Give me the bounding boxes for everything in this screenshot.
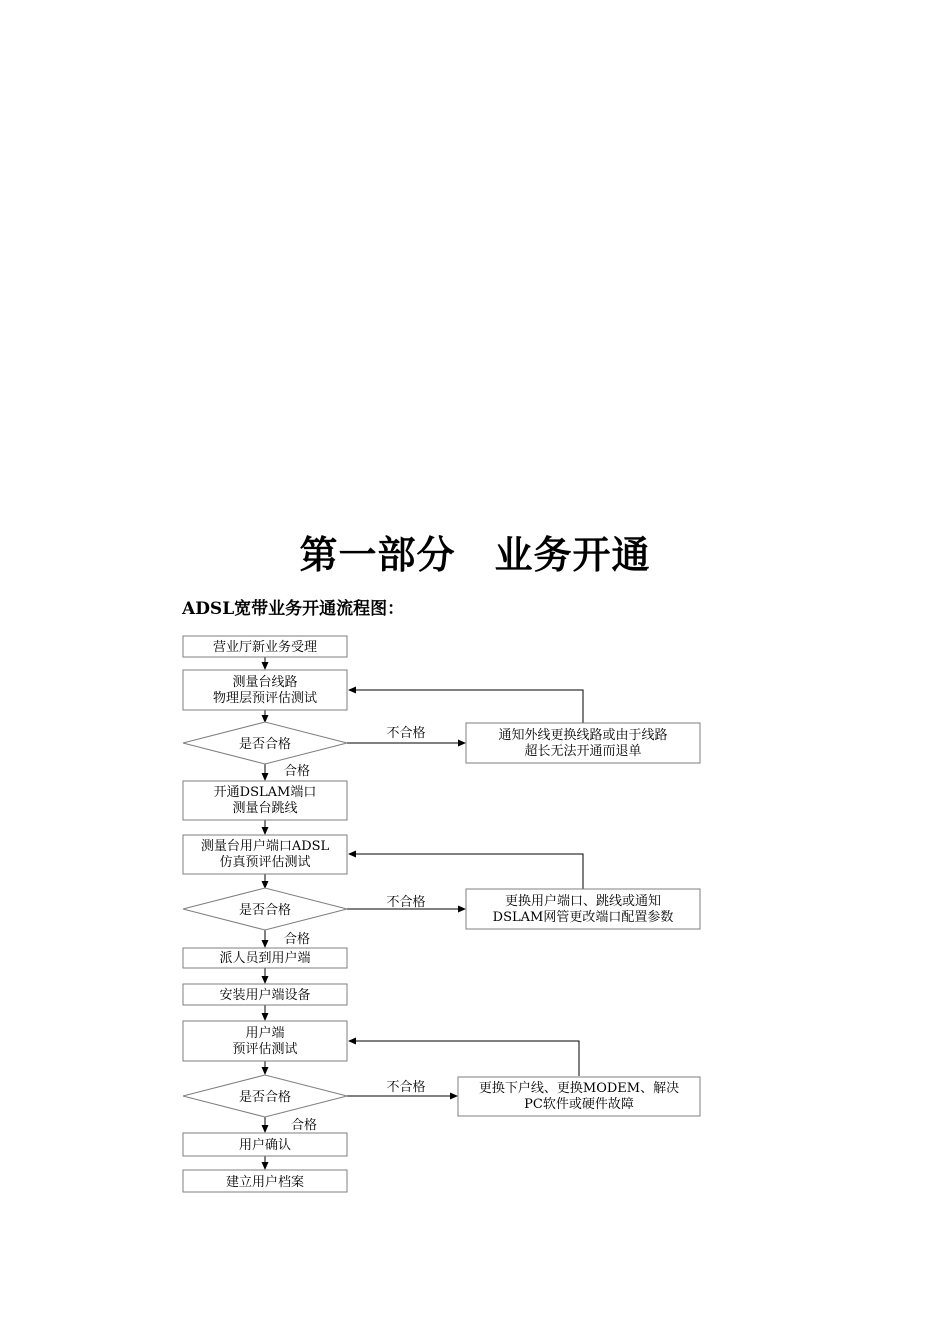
node-confirm-label: 用户确认 (238, 1138, 292, 1153)
node-fix2-line2: DSLAM网管更改端口配置参数 (492, 910, 674, 925)
decision-1-label: 是否合格 (238, 737, 292, 752)
node-test2-line2: 仿真预评估测试 (219, 855, 311, 870)
decision-1 (183, 722, 347, 764)
node-test3-line1: 用户端 (245, 1026, 285, 1041)
node-test1-line2: 物理层预评估测试 (212, 691, 318, 706)
node-fix1-line2: 超长无法开通而退单 (524, 744, 642, 759)
node-dispatch (183, 948, 347, 968)
node-test1-line1: 测量台线路 (232, 675, 298, 690)
edge-label-fail-2: 不合格 (386, 895, 426, 910)
node-install-label: 安装用户端设备 (219, 988, 311, 1003)
edge-label-fail-3: 不合格 (386, 1080, 426, 1095)
node-install (183, 984, 347, 1005)
edge-label-pass-1: 合格 (283, 764, 311, 779)
node-open-line1: 开通DSLAM端口 (213, 785, 317, 800)
node-test2-line1: 测量台用户端口ADSL (200, 839, 330, 854)
flowchart-title: ADSL宽带业务开通流程图： (182, 599, 405, 619)
edge-label-fail-1: 不合格 (386, 726, 426, 741)
node-fix1-line1: 通知外线更换线路或由于线路 (498, 728, 668, 743)
edge-fix3-test3 (349, 1041, 579, 1076)
decision-3 (183, 1075, 347, 1117)
edge-fix2-test2 (349, 854, 583, 889)
node-test1 (183, 670, 347, 710)
decision-3-label: 是否合格 (238, 1090, 292, 1105)
node-fix2-line1: 更换用户端口、跳线或通知 (504, 894, 662, 909)
node-open (183, 781, 347, 820)
node-confirm (183, 1133, 347, 1156)
node-fix1 (466, 723, 700, 763)
node-accept (183, 636, 347, 657)
part-title: 第一部分 业务开通 (299, 533, 651, 577)
node-test2 (183, 835, 347, 874)
edge-label-pass-2: 合格 (283, 932, 311, 947)
node-open-line2: 测量台跳线 (232, 801, 298, 816)
node-fix3-line2: PC软件或硬件故障 (524, 1097, 634, 1112)
node-fix2 (466, 889, 700, 929)
edge-label-pass-3: 合格 (290, 1118, 318, 1133)
decision-2 (183, 888, 347, 930)
node-archive-label: 建立用户档案 (225, 1175, 305, 1190)
node-archive (183, 1170, 347, 1192)
node-test3 (183, 1021, 347, 1061)
node-test3-line2: 预评估测试 (232, 1042, 298, 1057)
node-fix3 (458, 1077, 700, 1116)
edge-fix1-test1 (349, 690, 583, 723)
decision-2-label: 是否合格 (238, 903, 292, 918)
node-accept-label: 营业厅新业务受理 (212, 640, 318, 655)
node-fix3-line1: 更换下户线、更换MODEM、解决 (478, 1081, 680, 1096)
node-dispatch-label: 派人员到用户端 (219, 951, 311, 966)
